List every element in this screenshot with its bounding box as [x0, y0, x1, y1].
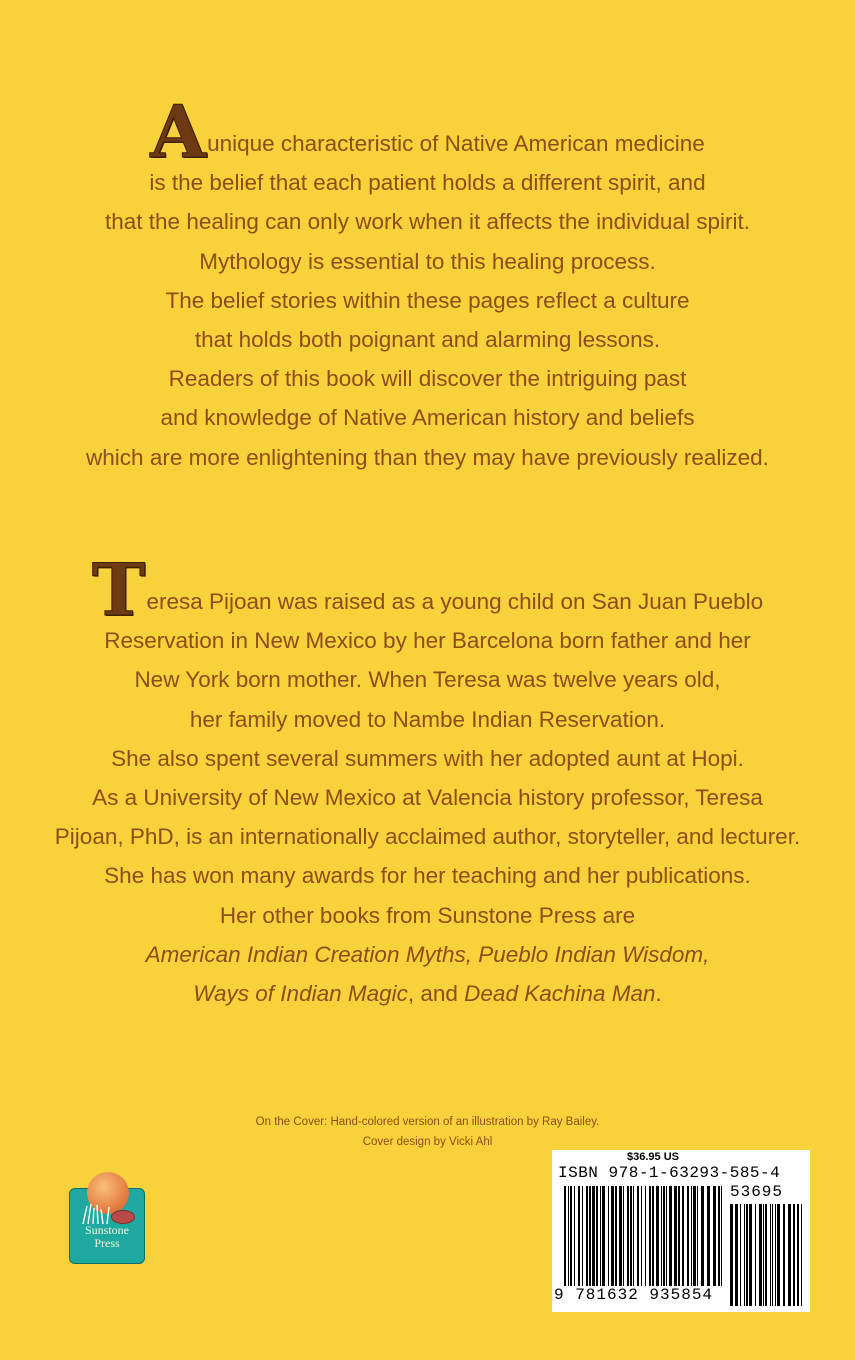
ean-digits: 9 781632 935854 — [554, 1286, 724, 1304]
addon-digits: 53695 — [730, 1183, 784, 1201]
blurb-line: that the healing can only work when it affects the individual spirit. — [105, 209, 750, 235]
bio-line: her family moved to Nambe Indian Reservation. — [189, 706, 666, 732]
bio-line: Her other books from Sunstone Press are — [219, 902, 636, 928]
author-bio — [40, 547, 815, 1013]
blurb-line: is the belief that each patient holds a different spirit, and — [149, 170, 706, 196]
bio-line: Reservation in New Mexico by her Barcelona born father and her — [104, 628, 751, 654]
addon-barcode-bars — [730, 1204, 802, 1306]
bio-line: She also spent several summers with her adopted aunt at Hopi. — [111, 745, 744, 771]
publisher-name: Sunstone Press — [84, 1223, 129, 1250]
blurb-line: The belief stories within these pages reflect a culture — [165, 287, 690, 313]
other-books-line: Ways of Indian Magic, and Dead Kachina Man. — [193, 981, 662, 1007]
publisher-logo — [69, 1168, 145, 1264]
blurb-line: Aunique characteristic of Native American medicine — [150, 89, 705, 174]
blurb-line: Mythology is essential to this healing process. — [199, 248, 656, 274]
isbn-barcode — [552, 1150, 810, 1312]
drop-cap: A — [150, 89, 207, 174]
blurb-line: that holds both poignant and alarming lessons. — [194, 327, 661, 353]
cover-credits — [150, 1112, 705, 1152]
drop-cap: T — [91, 547, 146, 632]
cover-design-credit: Cover design by Vicki Ahl — [362, 1136, 493, 1148]
bio-line: She has won many awards for her teaching and her publications. — [104, 863, 751, 889]
bio-line: Pijoan, PhD, is an internationally acclaimed author, storyteller, and lecturer. — [54, 824, 801, 850]
bio-line: As a University of New Mexico at Valencia history professor, Teresa — [92, 785, 763, 811]
isbn-text: ISBN 978-1-63293-585-4 — [558, 1164, 781, 1182]
cover-illustration-credit: On the Cover: Hand-colored version of an illustration by Ray Bailey. — [255, 1116, 600, 1128]
rock-icon — [111, 1210, 135, 1224]
barcode-bars — [564, 1186, 724, 1292]
book-blurb — [40, 89, 815, 477]
other-books-line: American Indian Creation Myths, Pueblo Indian Wisdom, — [145, 941, 710, 967]
bio-line: Teresa Pijoan was raised as a young child on San Juan Pueblo — [91, 547, 764, 632]
bio-line: New York born mother. When Teresa was twelve years old, — [134, 667, 721, 693]
blurb-line: which are more enlightening than they may have previously realized. — [86, 444, 769, 470]
price-label: $36.95 US — [627, 1151, 679, 1163]
blurb-line: and knowledge of Native American history and beliefs — [160, 405, 695, 431]
blurb-line: Readers of this book will discover the intriguing past — [168, 366, 687, 392]
